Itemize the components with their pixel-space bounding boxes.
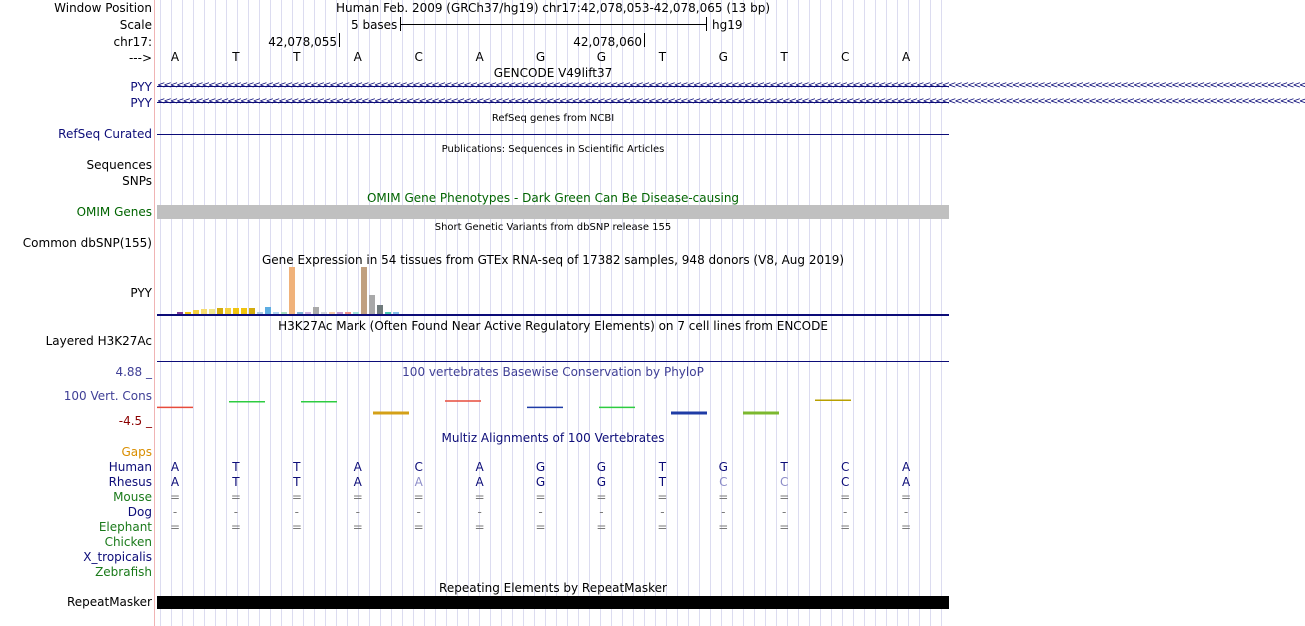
cons-label[interactable]: 100 Vert. Cons: [63, 389, 152, 403]
dog-aligned-base: -: [842, 505, 848, 519]
elephant-aligned-base: =: [230, 520, 241, 534]
window-position-text: Human Feb. 2009 (GRCh37/hg19) chr17:42,078,053-42,078,065 (13 bp): [335, 1, 770, 15]
gtex-tissue-bar[interactable]: [353, 312, 359, 314]
phylop-chart[interactable]: [157, 394, 949, 416]
mouse-aligned-base: =: [474, 490, 485, 504]
gtex-tissue-bar[interactable]: [297, 312, 303, 314]
h3k27ac-baseline: [157, 361, 949, 362]
gtex-tissue-bar[interactable]: [329, 312, 335, 314]
elephant-aligned-base: =: [657, 520, 668, 534]
repeatmasker-title: Repeating Elements by RepeatMasker: [439, 581, 667, 595]
gene-track-pyy-1[interactable]: [157, 80, 1305, 92]
refseq-track-line[interactable]: [157, 134, 949, 135]
elephant-aligned-base: =: [352, 520, 363, 534]
dog-aligned-base: -: [660, 505, 665, 519]
base-letter: A: [353, 50, 362, 64]
gtex-tissue-bar[interactable]: [345, 312, 351, 314]
gtex-tissue-bar[interactable]: [257, 312, 263, 314]
dog-aligned-base: -: [355, 505, 360, 519]
dog-aligned-base: -: [599, 505, 604, 519]
dog-aligned-base: -: [721, 505, 726, 519]
rhesus-aligned-base: A: [414, 475, 423, 489]
strand-chevrons: <<<<<<<<<<<<<<<<<<<<<<<<<<<<<<<<<<<<<<<<<<<<<<<<<<<<<<<<<<<<<<<<<<<<<<<<<<<<<<<<<<<<<<<<<<<<<<<<<<<<<<<<<<<<<<<<<<<<<<<<<<<<<<<<<<<<<<<<<<<<<<<<<<<<<<<<<<<<<<<<<<<<<<<<<<<<<<<<<<<<: [157, 96, 1305, 107]
gtex-tissue-bar[interactable]: [369, 295, 375, 314]
rhesus-aligned-base: A: [475, 475, 484, 489]
mouse-aligned-base: =: [413, 490, 424, 504]
omim-title: OMIM Gene Phenotypes - Dark Green Can Be Disease-causing: [366, 191, 740, 205]
gtex-tissue-bar[interactable]: [225, 308, 231, 314]
gencode-title: GENCODE V49lift37: [493, 66, 613, 80]
gtex-tissue-bar[interactable]: [193, 310, 199, 314]
elephant-aligned-base: =: [901, 520, 912, 534]
snps-label[interactable]: SNPs: [122, 174, 152, 188]
rhesus-aligned-base: A: [901, 475, 911, 489]
gtex-tissue-bar[interactable]: [305, 312, 311, 314]
rhesus-aligned-base: C: [840, 475, 850, 489]
gtex-tissue-bar[interactable]: [185, 312, 191, 314]
base-letter: C: [840, 50, 850, 64]
gtex-tissue-bar[interactable]: [393, 312, 399, 314]
gtex-tissue-bar[interactable]: [281, 312, 287, 314]
xtrop-label[interactable]: X_tropicalis: [83, 550, 152, 564]
rhesus-aligned-base: A: [170, 475, 180, 489]
mouse-aligned-base: =: [352, 490, 363, 504]
elephant-label[interactable]: Elephant: [98, 520, 152, 534]
mouse-aligned-base: =: [291, 490, 302, 504]
h3k27ac-label[interactable]: Layered H3K27Ac: [45, 334, 152, 348]
scale-label: Scale: [119, 18, 152, 32]
repeatmasker-label[interactable]: RepeatMasker: [66, 595, 152, 609]
base-letter: C: [414, 50, 423, 64]
omim-gray-bar[interactable]: [157, 205, 949, 219]
window-position-label: Window Position: [54, 1, 152, 15]
base-letter: A: [170, 50, 180, 64]
elephant-aligned-base: =: [413, 520, 424, 534]
gtex-tissue-bar[interactable]: [313, 307, 319, 314]
dog-aligned-base: -: [172, 505, 178, 519]
mouse-aligned-base: =: [230, 490, 241, 504]
mouse-aligned-base: =: [718, 490, 729, 504]
human-aligned-base: G: [718, 460, 728, 474]
base-letter: A: [901, 50, 911, 64]
rhesus-aligned-base: G: [596, 475, 607, 489]
gtex-tissue-bar[interactable]: [265, 307, 271, 314]
rhesus-aligned-base: T: [293, 475, 301, 489]
human-aligned-base: T: [232, 460, 240, 474]
mouse-label[interactable]: Mouse: [113, 490, 152, 504]
elephant-aligned-base: =: [474, 520, 485, 534]
cons-max-label: 4.88 _: [115, 365, 152, 379]
coord-label-2: 42,078,060: [573, 35, 642, 49]
publications-title: Publications: Sequences in Scientific Articles: [441, 144, 665, 155]
omim-label[interactable]: OMIM Genes: [76, 205, 152, 219]
dog-aligned-base: -: [294, 505, 300, 519]
dbsnp-label[interactable]: Common dbSNP(155): [22, 236, 152, 250]
gtex-tissue-bar[interactable]: [289, 267, 295, 314]
gene-track-pyy-2[interactable]: [157, 96, 1305, 108]
left-border-line: [154, 0, 155, 626]
base-letter: G: [535, 50, 546, 64]
human-aligned-base: A: [475, 460, 484, 474]
coord-label-1: 42,078,055: [268, 35, 337, 49]
refseq-label[interactable]: RefSeq Curated: [58, 127, 152, 141]
elephant-aligned-base: =: [596, 520, 607, 534]
gtex-tissue-bar[interactable]: [337, 312, 343, 314]
gtex-tissue-bar[interactable]: [273, 312, 279, 314]
gtex-label[interactable]: PYY: [130, 286, 152, 300]
human-aligned-base: A: [901, 460, 911, 474]
sequences-label[interactable]: Sequences: [86, 158, 152, 172]
gene-label-pyy-2[interactable]: PYY: [130, 96, 152, 110]
dog-aligned-base: -: [538, 505, 543, 519]
rhesus-aligned-base: G: [535, 475, 546, 489]
gaps-label[interactable]: Gaps: [121, 445, 152, 459]
human-aligned-base: C: [840, 460, 850, 474]
base-letter: T: [293, 50, 301, 64]
dog-aligned-base: -: [233, 505, 239, 519]
gene-label-pyy-1[interactable]: PYY: [130, 80, 152, 94]
gtex-tissue-bar[interactable]: [177, 312, 183, 314]
gtex-tissue-bar[interactable]: [377, 305, 383, 314]
base-letter: A: [475, 50, 484, 64]
human-aligned-base: C: [414, 460, 423, 474]
rhesus-aligned-base: T: [232, 475, 240, 489]
mouse-aligned-base: =: [596, 490, 607, 504]
dog-aligned-base: -: [416, 505, 421, 519]
repeatmasker-bar[interactable]: [157, 596, 949, 609]
coord-tick-1: [339, 33, 340, 47]
human-aligned-base: T: [780, 460, 788, 474]
dog-label[interactable]: Dog: [127, 505, 152, 519]
gtex-tissue-bar[interactable]: [201, 309, 207, 314]
base-letter: G: [718, 50, 728, 64]
strand-label: --->: [128, 51, 152, 65]
multiz-title: Multiz Alignments of 100 Vertebrates: [441, 431, 665, 445]
elephant-aligned-base: =: [840, 520, 851, 534]
phylop-title: 100 vertebrates Basewise Conservation by PhyloP: [402, 365, 704, 379]
assembly-text: hg19: [712, 18, 743, 32]
human-aligned-base: G: [535, 460, 546, 474]
gtex-title: Gene Expression in 54 tissues from GTEx RNA-seq of 17382 samples, 948 donors (V8, Aug 2019): [261, 253, 845, 267]
gtex-tissue-bar[interactable]: [249, 308, 255, 314]
scale-bar: [400, 24, 706, 25]
elephant-aligned-base: =: [535, 520, 546, 534]
h3k27ac-title: H3K27Ac Mark (Often Found Near Active Regulatory Elements) on 7 cell lines from ENCODE: [278, 319, 828, 333]
base-letter: T: [232, 50, 240, 64]
rhesus-aligned-base: C: [719, 475, 728, 489]
mouse-aligned-base: =: [657, 490, 668, 504]
gtex-tissue-bar[interactable]: [233, 308, 239, 314]
rhesus-aligned-base: T: [658, 475, 667, 489]
human-aligned-base: T: [658, 460, 667, 474]
base-letter: G: [596, 50, 607, 64]
base-letter: T: [780, 50, 788, 64]
dog-aligned-base: -: [477, 505, 482, 519]
gtex-tissue-bar[interactable]: [217, 308, 223, 314]
cons-min-label: -4.5 _: [118, 414, 152, 428]
human-aligned-base: T: [293, 460, 301, 474]
gtex-tissue-bar[interactable]: [385, 312, 391, 314]
gtex-tissue-bar[interactable]: [321, 312, 327, 314]
gtex-tissue-bar[interactable]: [361, 267, 367, 314]
human-aligned-base: A: [353, 460, 362, 474]
base-letter: T: [658, 50, 667, 64]
rhesus-label[interactable]: Rhesus: [108, 475, 152, 489]
gtex-chart[interactable]: [157, 266, 949, 318]
mouse-aligned-base: =: [535, 490, 546, 504]
elephant-aligned-base: =: [169, 520, 181, 534]
zebrafish-label[interactable]: Zebrafish: [95, 565, 152, 579]
mouse-aligned-base: =: [901, 490, 912, 504]
mouse-aligned-base: =: [840, 490, 851, 504]
elephant-aligned-base: =: [291, 520, 302, 534]
coord-tick-2: [644, 33, 645, 47]
human-aligned-base: G: [596, 460, 607, 474]
human-label[interactable]: Human: [108, 460, 152, 474]
elephant-aligned-base: =: [779, 520, 790, 534]
chicken-label[interactable]: Chicken: [104, 535, 152, 549]
dbsnp-title: Short Genetic Variants from dbSNP release 155: [434, 222, 672, 233]
rhesus-aligned-base: A: [353, 475, 362, 489]
scale-bar-right-tick: [706, 17, 707, 31]
elephant-aligned-base: =: [718, 520, 729, 534]
chrom-label: chr17:: [113, 35, 152, 49]
strand-chevrons: <<<<<<<<<<<<<<<<<<<<<<<<<<<<<<<<<<<<<<<<<<<<<<<<<<<<<<<<<<<<<<<<<<<<<<<<<<<<<<<<<<<<<<<<<<<<<<<<<<<<<<<<<<<<<<<<<<<<<<<<<<<<<<<<<<<<<<<<<<<<<<<<<<<<<<<<<<<<<<<<<<<<<<<<<<<<<<<<<<<<: [157, 80, 1305, 91]
human-aligned-base: A: [170, 460, 180, 474]
rhesus-aligned-base: C: [780, 475, 789, 489]
mouse-aligned-base: =: [779, 490, 790, 504]
scale-text: 5 bases: [351, 18, 398, 32]
dog-aligned-base: -: [782, 505, 787, 519]
refseq-title: RefSeq genes from NCBI: [491, 113, 615, 124]
gtex-tissue-bar[interactable]: [241, 308, 247, 314]
gtex-tissue-bar[interactable]: [209, 309, 215, 314]
mouse-aligned-base: =: [169, 490, 181, 504]
dog-aligned-base: -: [903, 505, 909, 519]
